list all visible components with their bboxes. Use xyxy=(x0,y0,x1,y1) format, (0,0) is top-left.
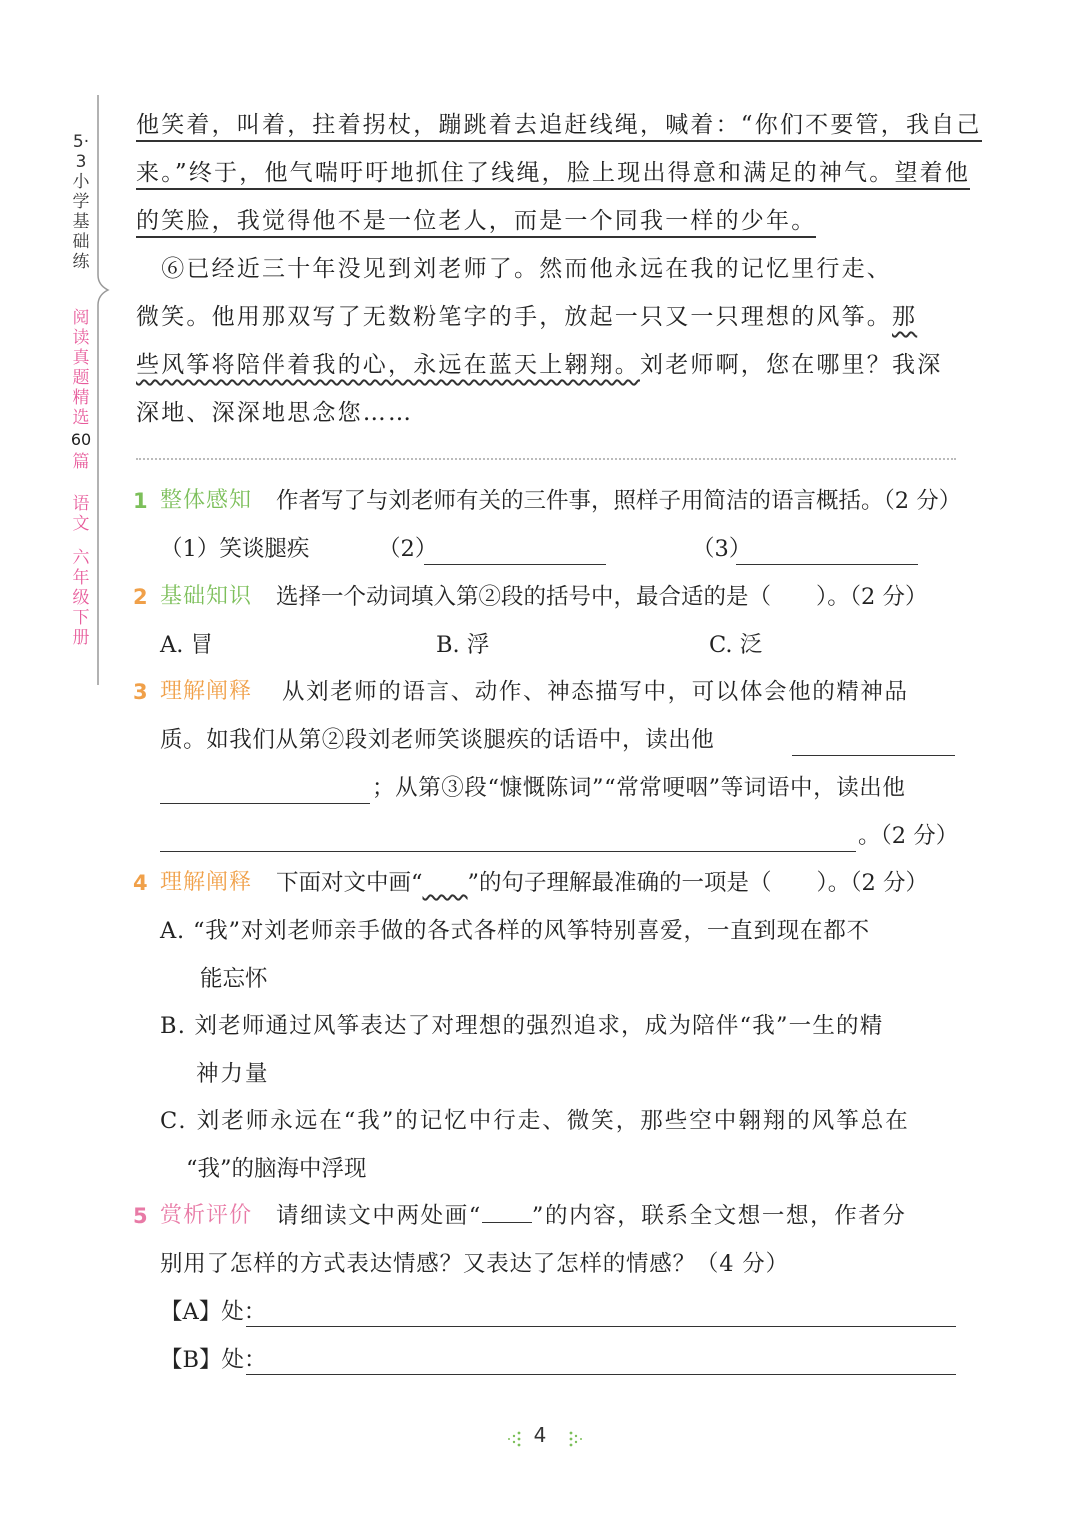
option-a[interactable]: A. 冒 xyxy=(160,632,214,658)
question-stem xyxy=(276,866,928,900)
question-stem xyxy=(276,1199,907,1233)
question-number: 4 xyxy=(133,871,148,895)
paragraph-text: 刘老师啊，您在哪里？我深 xyxy=(640,352,943,378)
passage-line xyxy=(136,108,982,142)
answer-item: （3） xyxy=(692,536,752,562)
question-stem: 作者写了与刘老师有关的三件事，照样子用简洁的语言概括。（2 分） xyxy=(276,488,962,514)
passage-line xyxy=(136,300,917,334)
option-b-continued: 神力量 xyxy=(196,1061,270,1087)
question-stem: 从刘老师的语言、动作、神态描写中，可以体会他的精神品 xyxy=(282,679,909,705)
answer-label-a: 【A】处： xyxy=(160,1299,267,1325)
answer-blank[interactable] xyxy=(160,851,856,852)
question-stem: 别用了怎样的方式表达情感？又表达了怎样的情感？（4 分） xyxy=(160,1251,789,1277)
sidebar-grade: 六年级下册 xyxy=(72,548,90,648)
question-stem: 选择一个动词填入第②段的括号中，最合适的是（ ）。（2 分） xyxy=(276,584,928,610)
underlined-text: 的笑脸，我觉得他不是一位老人，而是一个同我一样的少年。 xyxy=(136,208,816,238)
passage-line xyxy=(136,204,816,238)
option-c[interactable]: C. 刘老师永远在“我”的记忆中行走、微笑，那些空中翱翔的风筝总在 xyxy=(160,1108,910,1134)
page-number: 4 xyxy=(533,1423,547,1447)
question-stem: ；从第③段“慷慨陈词”“常常哽咽”等词语中，读出他 xyxy=(372,775,906,801)
question-stem: 质。如我们从第②段刘老师笑谈腿疾的话语中，读出他 xyxy=(160,727,715,753)
paragraph-text: 微笑。他用那双写了无数粉笔字的手，放起一只又一只理想的风筝。 xyxy=(136,304,892,330)
answer-blank[interactable] xyxy=(160,803,370,804)
answer-blank[interactable] xyxy=(424,564,606,565)
straight-line-sample xyxy=(482,1200,532,1223)
question-score: 。（2 分） xyxy=(858,823,959,849)
answer-blank[interactable] xyxy=(246,1374,956,1375)
answer-label-b: 【B】处： xyxy=(160,1347,267,1373)
question-number: 2 xyxy=(133,585,148,609)
underlined-text: 他笑着，叫着，拄着拐杖，蹦跳着去追赶线绳，喊着：“你们不要管，我自己 xyxy=(136,112,982,142)
question-tag: 基础知识 xyxy=(160,584,253,609)
wavy-line-sample xyxy=(423,870,468,896)
option-a-continued: 能忘怀 xyxy=(200,966,268,992)
question-tag: 赏析评价 xyxy=(160,1203,253,1228)
stem-text: 请细读文中两处画“ xyxy=(276,1203,482,1229)
stem-text: ”的内容，联系全文想一想，作者分 xyxy=(531,1203,907,1229)
passage-line xyxy=(136,396,413,430)
answer-blank[interactable] xyxy=(246,1326,956,1327)
question-tag: 理解阐释 xyxy=(160,679,253,704)
answer-item: （1）笑谈腿疾 xyxy=(160,536,310,562)
question-number: 3 xyxy=(133,680,148,704)
sidebar-subject: 语文 xyxy=(72,494,90,534)
stem-text: ”的句子理解最准确的一项是（ ）。（2 分） xyxy=(467,870,929,896)
wavy-underlined-text: 那 xyxy=(892,304,918,330)
passage-line xyxy=(136,348,942,382)
page-ornament-right xyxy=(568,1430,584,1448)
question-number: 5 xyxy=(133,1204,148,1228)
section-divider xyxy=(136,458,956,460)
question-tag: 整体感知 xyxy=(160,488,253,513)
option-c-continued: “我”的脑海中浮现 xyxy=(186,1156,367,1182)
option-b[interactable]: B. 刘老师通过风筝表达了对理想的强烈追求，成为陪伴“我”一生的精 xyxy=(160,1013,884,1039)
sidebar-series: 阅读真题精选 xyxy=(72,308,90,428)
passage-line xyxy=(136,252,892,286)
paragraph-text: 深地、深深地思念您…… xyxy=(136,400,414,426)
answer-item: （2） xyxy=(378,536,438,562)
sidebar-series-unit: 篇 xyxy=(72,452,90,472)
option-a[interactable]: A. “我”对刘老师亲手做的各式各样的风筝特别喜爱，一直到现在都不 xyxy=(160,918,870,944)
sidebar-series-count: 60 xyxy=(70,430,92,449)
stem-text: 下面对文中画“ xyxy=(276,870,423,896)
sidebar-brace-line xyxy=(96,95,110,685)
underlined-text: 来。”终于，他气喘吁吁地抓住了线绳，脸上现出得意和满足的神气。望着他 xyxy=(136,160,970,190)
option-c[interactable]: C. 泛 xyxy=(709,632,763,658)
answer-blank[interactable] xyxy=(792,755,955,756)
passage-line xyxy=(136,156,970,190)
question-number: 1 xyxy=(133,489,148,513)
sidebar-brand: 5·3小学基础练 xyxy=(72,132,90,272)
option-b[interactable]: B. 浮 xyxy=(436,632,490,658)
answer-blank[interactable] xyxy=(736,564,918,565)
question-tag: 理解阐释 xyxy=(160,870,253,895)
paragraph-text: ⑥已经近三十年没见到刘老师了。然而他永远在我的记忆里行走、 xyxy=(136,256,892,282)
wavy-underlined-text: 些风筝将陪伴着我的心，永远在蓝天上翱翔。 xyxy=(136,352,640,378)
